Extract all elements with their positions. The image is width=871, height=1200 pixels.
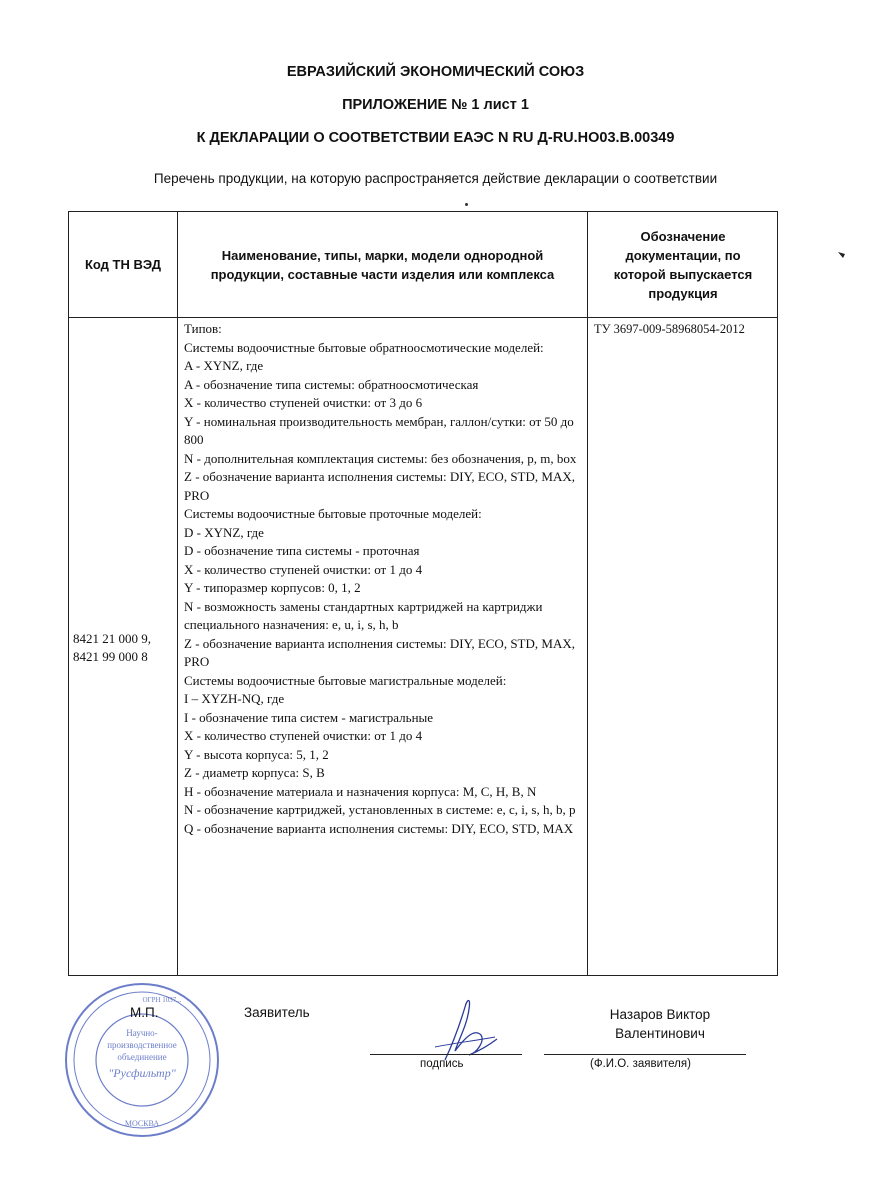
stamp-city: МОСКВА <box>124 1119 160 1128</box>
stamp-line: Научно- <box>126 1028 158 1038</box>
stamp-line: объединение <box>117 1052 167 1062</box>
product-description <box>184 320 582 838</box>
tn-ved-code: 8421 21 000 9, <box>73 631 151 646</box>
desc-line: D - обозначение типа системы - проточная <box>184 543 420 558</box>
desc-line: Y - номинальная производительность мембран, галлон/сутки: от 50 до 800 <box>184 413 574 447</box>
desc-line: Q - обозначение варианта исполнения системы: DIY, ECO, STD, MAX <box>184 820 574 836</box>
applicant-name-line: Назаров Виктор <box>609 1007 711 1022</box>
column-divider <box>587 212 588 975</box>
union-title: ЕВРАЗИЙСКИЙ ЭКОНОМИЧЕСКИЙ СОЮЗ <box>286 64 585 80</box>
applicant-label: Заявитель <box>244 1005 310 1020</box>
desc-line: Z - диаметр корпуса: S, B <box>184 765 325 780</box>
desc-line: X - количество ступеней очистки: от 1 до 4 <box>184 728 423 743</box>
desc-line: Z - обозначение варианта исполнения системы: DIY, ECO, STD, MAX, PRO <box>184 469 575 503</box>
regulatory-doc: ТУ 3697-009-58968054-2012 <box>594 322 745 336</box>
header-code: Код ТН ВЭД <box>84 257 162 272</box>
desc-line: Типов: <box>184 321 222 336</box>
applicant-name <box>560 1005 760 1043</box>
stamp-ogrn: ОГРН 1037... <box>142 996 182 1004</box>
desc-line: N - возможность замены стандартных картриджей на картриджи специального назначения: e, u, i, s, h, b <box>184 598 543 632</box>
column-divider <box>177 212 178 975</box>
signature-caption: подпись <box>420 1058 464 1070</box>
desc-line: N - дополнительная комплектация системы: без обозначения, p, m, box <box>184 450 577 466</box>
desc-line: Z - обозначение варианта исполнения системы: DIY, ECO, STD, MAX, PRO <box>184 635 575 669</box>
tn-ved-code: 8421 99 000 8 <box>73 649 148 664</box>
desc-line: Системы водоочистные бытовые обратноосмотические моделей: <box>184 339 544 355</box>
product-table <box>68 211 778 976</box>
desc-line: A - XYNZ, где <box>184 358 264 373</box>
name-line <box>544 1054 746 1055</box>
stamp-line: производственное <box>107 1040 177 1050</box>
scan-mark <box>838 252 845 258</box>
desc-line: I - обозначение типа систем - магистральные <box>184 709 434 725</box>
signature-line <box>370 1054 522 1055</box>
applicant-name-line: Валентинович <box>615 1026 705 1041</box>
desc-line: Y - высота корпуса: 5, 1, 2 <box>184 746 329 762</box>
header-name: Наименование, типы, марки, модели однородной продукции, составные части изделия или комплекса <box>210 247 555 282</box>
desc-line: N - обозначение картриджей, установленных в системе: e, c, i, s, h, b, p <box>184 802 576 817</box>
mp-label: М.П. <box>130 1005 159 1020</box>
appendix-title: ПРИЛОЖЕНИЕ № 1 лист 1 <box>342 97 529 113</box>
desc-line: Системы водоочистные бытовые проточные моделей: <box>184 506 482 521</box>
desc-line: Системы водоочистные бытовые магистральные моделей: <box>184 672 507 688</box>
tn-ved-codes <box>73 630 173 666</box>
header-doc: Обозначение документации, по которой выпускается продукция <box>613 228 753 301</box>
scan-dot <box>465 203 468 206</box>
desc-line: X - количество ступеней очистки: от 1 до 4 <box>184 561 423 577</box>
desc-line: X - количество ступеней очистки: от 3 до 6 <box>184 395 423 410</box>
desc-line: H - обозначение материала и назначения корпуса: M, C, H, B, N <box>184 783 537 799</box>
stamp-company: "Русфильтр" <box>108 1066 176 1080</box>
product-list-intro: Перечень продукции, на которую распространяется действие декларации о соответствии <box>153 171 718 186</box>
desc-line: Y - типоразмер корпусов: 0, 1, 2 <box>184 580 361 595</box>
fio-caption: (Ф.И.О. заявителя) <box>590 1058 691 1070</box>
desc-line: A - обозначение типа системы: обратноосмотическая <box>184 376 479 392</box>
desc-line: I – XYZH-NQ, где <box>184 691 285 706</box>
desc-line: D - XYNZ, где <box>184 524 264 540</box>
header-divider <box>69 317 777 318</box>
company-stamp <box>62 980 222 1140</box>
declaration-number: К ДЕКЛАРАЦИИ О СООТВЕТСТВИИ ЕАЭС N RU Д-RU.НО03.В.00349 <box>196 130 675 146</box>
